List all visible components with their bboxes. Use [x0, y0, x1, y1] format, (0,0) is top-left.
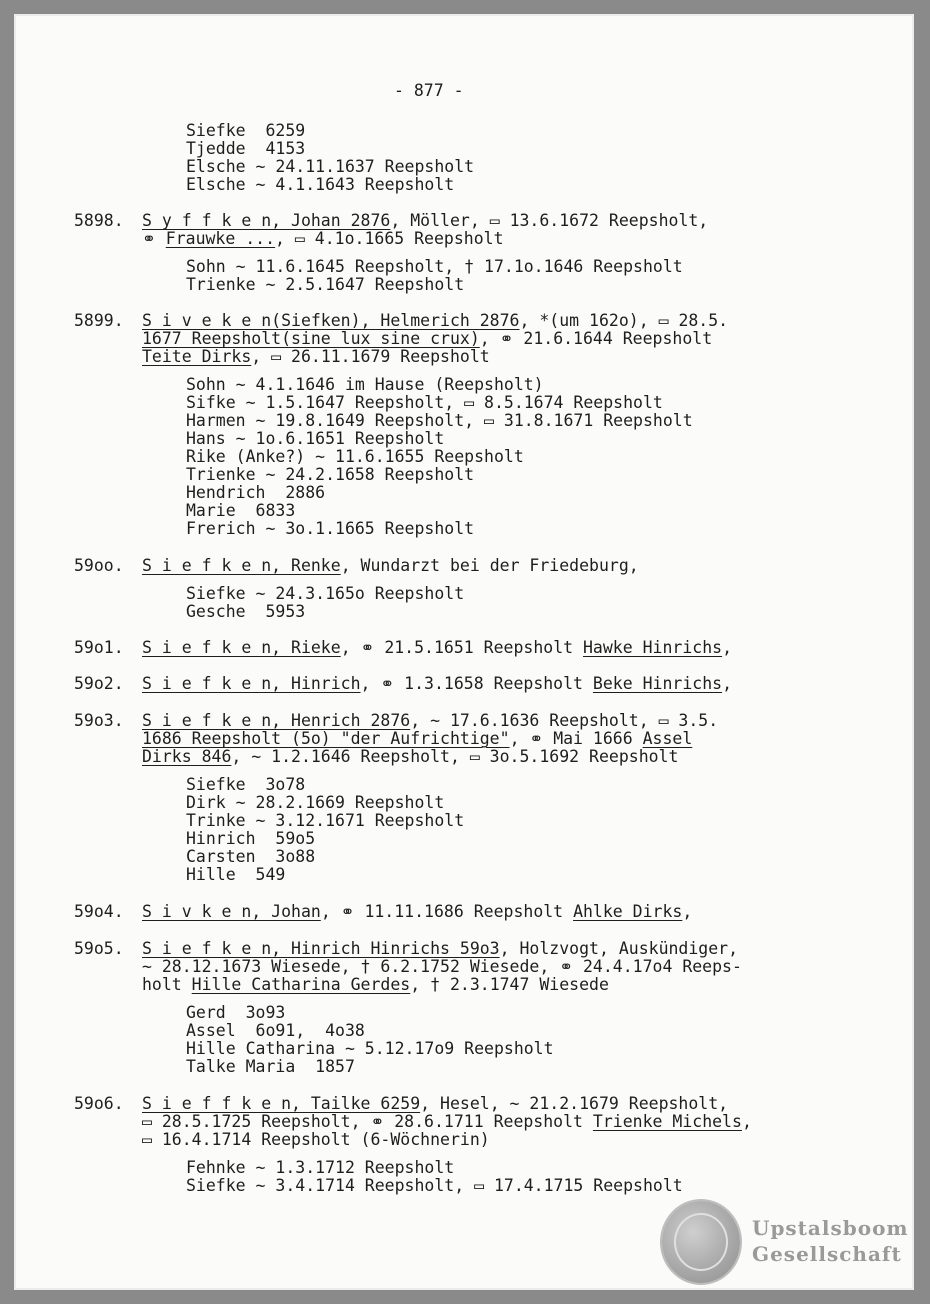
entry-line [142, 557, 639, 575]
child-line: Elsche ~ 4.1.1643 Reepsholt [186, 175, 455, 194]
entry-line [142, 212, 708, 230]
entry-text: , ~ 17.6.1636 Reepsholt, ▭ 3.5. [410, 711, 719, 730]
entry-line: ▭ 16.4.1714 Reepsholt (6-Wöchnerin) [142, 1130, 490, 1149]
entry-line [142, 1113, 752, 1131]
entry-line [142, 976, 609, 994]
entry-text: , ⚭ Mai 1666 [509, 729, 643, 748]
child-line: Hille Catharina ~ 5.12.17o9 Reepsholt [186, 1039, 554, 1058]
entry-number: 59o2. [74, 674, 124, 693]
spouse-name: Dirks 846 [142, 747, 232, 766]
entry-name: S i e f k e n, Rieke [142, 638, 341, 657]
entry-text: , [682, 902, 693, 921]
entry-text: , ~ 1.2.1646 Reepsholt, ▭ 3o.5.1692 Reepsholt [231, 747, 679, 766]
child-line: Tjedde 4153 [186, 139, 306, 158]
entry-text: , [722, 638, 733, 657]
child-line: Hendrich 2886 [186, 483, 326, 502]
entry-line: ~ 28.12.1673 Wiesede, † 6.2.1752 Wiesede, ⚭ 24.4.17o4 Reeps- [142, 957, 742, 976]
entry-text: ▭ 28.5.1725 Reepsholt, ⚭ 28.6.1711 Reepsholt [142, 1112, 593, 1131]
entry-line [142, 903, 692, 921]
spouse-name: Trienke Michels [592, 1112, 742, 1131]
child-line: Trienke ~ 24.2.1658 Reepsholt [186, 465, 475, 484]
entry-name: S i e f f k e n, Tailke 6259 [142, 1094, 421, 1113]
entry-line [142, 312, 728, 330]
child-line: Marie 6833 [186, 501, 296, 520]
entry-text: , ▭ 4.1o.1665 Reepsholt [275, 229, 504, 248]
child-line: Talke Maria 1857 [186, 1057, 355, 1076]
child-line: Hille 549 [186, 865, 286, 884]
child-line: Hans ~ 1o.6.1651 Reepsholt [186, 429, 445, 448]
entry-line [142, 639, 732, 657]
spouse-name: Ahlke Dirks [573, 902, 683, 921]
spouse-name: Teite Dirks [142, 347, 252, 366]
child-line: Gesche 5953 [186, 602, 306, 621]
entry-text: , ⚭ 11.11.1686 Reepsholt [320, 902, 574, 921]
entry-line [142, 348, 490, 366]
entry-number: 5899. [74, 311, 124, 330]
child-line: Trinke ~ 3.12.1671 Reepsholt [186, 811, 465, 830]
entry-number: 59oo. [74, 556, 124, 575]
entry-number: 59o6. [74, 1094, 124, 1113]
entry-text: 1677 Reepsholt(sine lux sine crux) [142, 329, 480, 348]
spouse-name: Frauwke ... [165, 229, 276, 248]
entry-text: , † 2.3.1747 Wiesede [410, 975, 609, 994]
spouse-name: Beke Hinrichs [592, 674, 723, 693]
entry-number: 59o1. [74, 638, 124, 657]
entry-text: , *(um 162o), ▭ 28.5. [519, 311, 729, 330]
entry-name: S y f f k e n, Johan 2876 [142, 211, 391, 230]
child-line: Rike (Anke?) ~ 11.6.1655 Reepsholt [186, 447, 524, 466]
child-line: Dirk ~ 28.2.1669 Reepsholt [186, 793, 445, 812]
entry-line [142, 730, 692, 748]
entry-line [142, 330, 712, 348]
child-line: Sohn ~ 4.1.1646 im Hause (Reepsholt) [186, 375, 544, 394]
entry-text: , Wundarzt bei der Friedeburg, [340, 556, 639, 575]
entry-name: S i e f k e n, Hinrich Hinrichs 59o3 [142, 939, 500, 958]
entry-line [142, 748, 678, 766]
entry-number: 5898. [74, 211, 124, 230]
child-line: Carsten 3o88 [186, 847, 316, 866]
society-seal-logo [662, 1201, 740, 1283]
entry-line [142, 675, 732, 693]
child-line: Siefke 3o78 [186, 775, 306, 794]
child-line: Trienke ~ 2.5.1647 Reepsholt [186, 275, 465, 294]
entry-text: , ⚭ 21.6.1644 Reepsholt [479, 329, 713, 348]
entry-text: , [741, 1112, 752, 1131]
entry-name: S i e f k e n, Henrich 2876 [142, 711, 411, 730]
child-line: Sifke ~ 1.5.1647 Reepsholt, ▭ 8.5.1674 Reepsholt [186, 393, 663, 412]
entry-text: , Holzvogt, Auskündiger, [499, 939, 739, 958]
entry-text: ⚭ [142, 229, 166, 248]
entry-name: S i e f k e n, Hinrich [142, 674, 361, 693]
entry-line [142, 940, 738, 958]
entry-number: 59o4. [74, 902, 124, 921]
entry-line [142, 230, 504, 248]
document-page [14, 14, 914, 1290]
entry-text: holt [142, 975, 192, 994]
child-line: Harmen ~ 19.8.1649 Reepsholt, ▭ 31.8.1671 Reepsholt [186, 411, 693, 430]
entry-name: S i e f k e n, Renke [142, 556, 341, 575]
entry-line [142, 1095, 728, 1113]
entry-text: 1686 Reepsholt (5o) "der Aufrichtige" [142, 729, 510, 748]
child-line: Frerich ~ 3o.1.1665 Reepsholt [186, 519, 475, 538]
child-line: Assel 6o91, 4o38 [186, 1021, 365, 1040]
child-line: Elsche ~ 24.11.1637 Reepsholt [186, 157, 475, 176]
child-line: Sohn ~ 11.6.1645 Reepsholt, † 17.1o.1646 Reepsholt [186, 257, 683, 276]
child-line: Siefke ~ 3.4.1714 Reepsholt, ▭ 17.4.1715 Reepsholt [186, 1176, 683, 1195]
child-line: Hinrich 59o5 [186, 829, 316, 848]
entry-line [142, 712, 718, 730]
child-line: Fehnke ~ 1.3.1712 Reepsholt [186, 1158, 455, 1177]
entry-name: S i v k e n, Johan [142, 902, 321, 921]
entry-text: , Möller, ▭ 13.6.1672 Reepsholt, [390, 211, 709, 230]
child-line: Siefke 6259 [186, 121, 306, 140]
spouse-name: Hille Catharina Gerdes [191, 975, 411, 994]
logo-line1: Upstalsboom [752, 1216, 909, 1240]
child-line: Gerd 3o93 [186, 1003, 286, 1022]
spouse-name: Assel [642, 729, 693, 748]
logo-line2: Gesellschaft [752, 1242, 902, 1266]
entry-text: , ▭ 26.11.1679 Reepsholt [251, 347, 490, 366]
spouse-name: Hawke Hinrichs [583, 638, 723, 657]
entry-number: 59o5. [74, 939, 124, 958]
entry-text: , ⚭ 1.3.1658 Reepsholt [360, 674, 593, 693]
entry-text: , ⚭ 21.5.1651 Reepsholt [340, 638, 583, 657]
entry-name: S i v e k e n(Siefken), Helmerich 2876 [142, 311, 520, 330]
page-number: - 877 - [394, 81, 464, 100]
entry-number: 59o3. [74, 711, 124, 730]
entry-text: , Hesel, ~ 21.2.1679 Reepsholt, [420, 1094, 729, 1113]
entry-text: , [722, 674, 732, 693]
child-line: Siefke ~ 24.3.165o Reepsholt [186, 584, 465, 603]
